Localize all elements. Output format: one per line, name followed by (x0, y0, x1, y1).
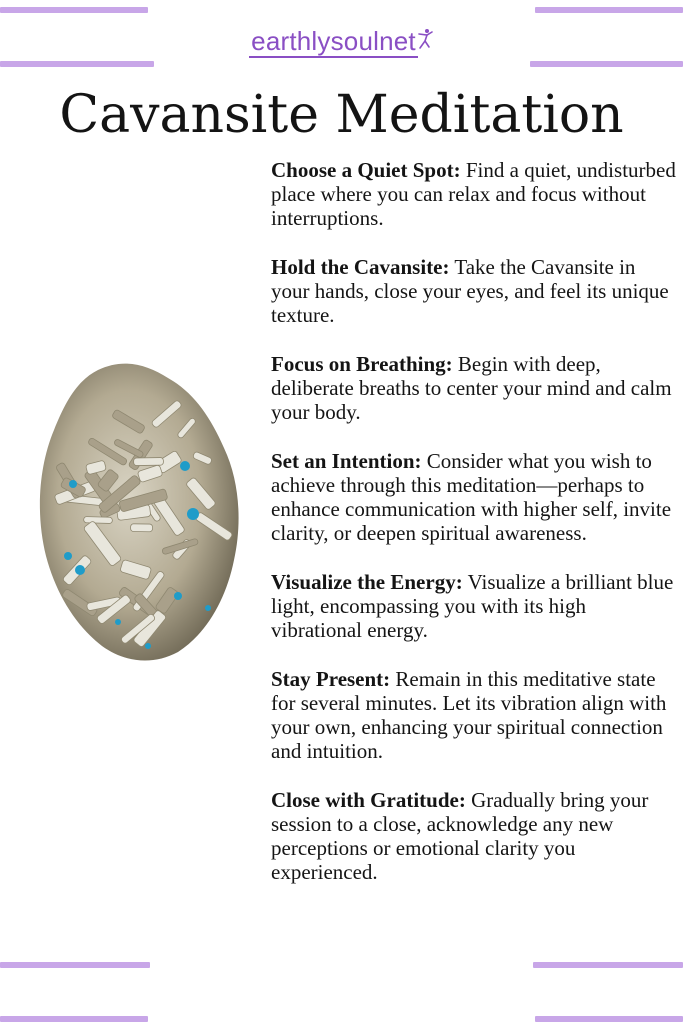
step-text: Gradually bring your session to a close, acknowledge any new perceptions or emotional clarity you experienced. (271, 788, 649, 884)
cavansite-spot (115, 619, 121, 625)
step-heading: Choose a Quiet Spot: (271, 158, 461, 182)
step-heading: Hold the Cavansite: (271, 255, 450, 279)
step-stay-present (271, 667, 676, 763)
brand-name: earthlysoulnet (251, 26, 416, 56)
step-text: Take the Cavansite in your hands, close your eyes, and feel its unique texture. (271, 255, 669, 327)
cavansite-spot (205, 605, 211, 611)
step-heading: Close with Gratitude: (271, 788, 466, 812)
dancer-icon (416, 26, 434, 57)
step-close-gratitude (271, 788, 676, 884)
crystal-blade (84, 517, 113, 524)
cavansite-spot (180, 461, 190, 471)
step-text: Remain in this meditative state for several minutes. Let its vibration align with your own, enhancing your spiritual connection and intuition. (271, 667, 667, 763)
step-heading: Stay Present: (271, 667, 391, 691)
page-title: Cavansite Meditation (59, 85, 624, 145)
cavansite-crystal-image (28, 356, 250, 668)
step-hold-cavansite (271, 255, 676, 327)
bottom-right-bar (535, 1016, 683, 1022)
crystal-blade (134, 458, 164, 466)
cavansite-spot (64, 552, 72, 560)
step-quiet-spot (271, 158, 676, 230)
step-heading: Set an Intention: (271, 449, 422, 473)
step-heading: Focus on Breathing: (271, 352, 453, 376)
cavansite-spot (75, 565, 85, 575)
step-text: Begin with deep, deliberate breaths to center your mind and calm your body. (271, 352, 672, 424)
step-visualize-energy (271, 570, 676, 642)
bottom-left-bar (0, 1016, 148, 1022)
crystal-blade (131, 524, 153, 532)
step-heading: Visualize the Energy: (271, 570, 463, 594)
lower-right-bar (533, 962, 683, 968)
step-focus-breathing (271, 352, 676, 424)
top-left-bar (0, 7, 148, 13)
step-text: Visualize a brilliant blue light, encompassing you with its high vibrational energy. (271, 570, 674, 642)
step-set-intention (271, 449, 676, 545)
cavansite-spot (69, 480, 77, 488)
lower-left-bar (0, 962, 150, 968)
brand-logo[interactable] (0, 26, 683, 62)
cavansite-spot (174, 592, 182, 600)
step-text: Find a quiet, undisturbed place where you can relax and focus without interruptions. (271, 158, 676, 230)
cavansite-spot (187, 508, 199, 520)
meditation-steps (271, 158, 676, 909)
cavansite-spot (145, 643, 151, 649)
step-text: Consider what you wish to achieve through this meditation—perhaps to enhance communication with higher self, invite clarity, or deepen spiritual awareness. (271, 449, 672, 545)
top-right-bar (535, 7, 683, 13)
